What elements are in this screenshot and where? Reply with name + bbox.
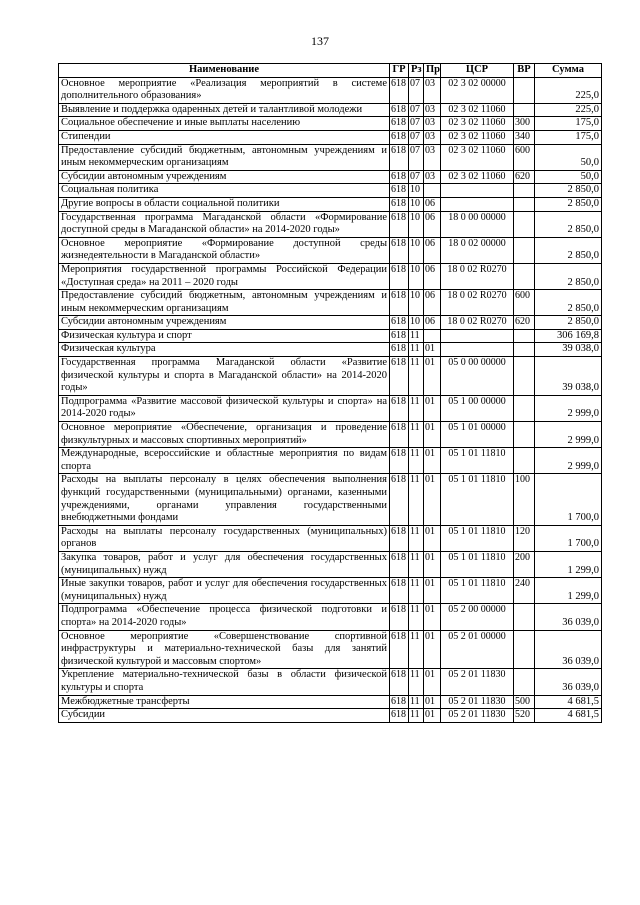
cell-gr: 618 [390, 197, 409, 211]
cell-vr [514, 604, 535, 630]
cell-csr: 05 1 01 11810 [441, 474, 514, 525]
cell-pr: 03 [424, 77, 441, 103]
table-row [59, 144, 602, 170]
cell-pr: 01 [424, 578, 441, 604]
table-row [59, 290, 602, 316]
table-row [59, 357, 602, 396]
cell-rz: 11 [409, 343, 424, 357]
cell-sum: 2 999,0 [535, 448, 602, 474]
cell-pr: 01 [424, 695, 441, 709]
cell-gr: 618 [390, 422, 409, 448]
cell-csr: 02 3 02 11060 [441, 130, 514, 144]
table-row [59, 211, 602, 237]
table-row [59, 130, 602, 144]
cell-gr: 618 [390, 448, 409, 474]
cell-rz: 11 [409, 695, 424, 709]
cell-gr: 618 [390, 77, 409, 103]
cell-pr: 01 [424, 669, 441, 695]
cell-name: Основное мероприятие «Обеспечение, организация и проведение физкультурных и массовых спортивных мероприятий» [59, 422, 390, 448]
cell-rz: 11 [409, 578, 424, 604]
cell-pr: 03 [424, 170, 441, 184]
cell-pr: 06 [424, 211, 441, 237]
cell-vr [514, 329, 535, 343]
table-row [59, 103, 602, 117]
cell-vr [514, 448, 535, 474]
cell-rz: 07 [409, 144, 424, 170]
cell-vr: 520 [514, 709, 535, 723]
table-row [59, 604, 602, 630]
cell-csr: 05 2 01 11830 [441, 669, 514, 695]
cell-sum: 39 038,0 [535, 343, 602, 357]
cell-gr: 618 [390, 117, 409, 131]
header-vr: ВР [514, 64, 535, 78]
cell-sum: 2 850,0 [535, 316, 602, 330]
cell-gr: 618 [390, 329, 409, 343]
cell-csr: 05 2 01 11830 [441, 695, 514, 709]
cell-vr [514, 103, 535, 117]
header-sum: Сумма [535, 64, 602, 78]
cell-gr: 618 [390, 395, 409, 421]
cell-gr: 618 [390, 709, 409, 723]
cell-vr [514, 263, 535, 289]
table-row [59, 343, 602, 357]
cell-rz: 11 [409, 525, 424, 551]
cell-name: Международные, всероссийские и областные мероприятия по видам спорта [59, 448, 390, 474]
cell-pr: 06 [424, 290, 441, 316]
cell-vr: 200 [514, 551, 535, 577]
cell-vr: 100 [514, 474, 535, 525]
cell-vr [514, 77, 535, 103]
cell-gr: 618 [390, 263, 409, 289]
table-row [59, 525, 602, 551]
cell-sum: 2 850,0 [535, 237, 602, 263]
cell-rz: 10 [409, 237, 424, 263]
cell-name: Укрепление материально-технической базы в области физической культуры и спорта [59, 669, 390, 695]
cell-gr: 618 [390, 130, 409, 144]
table-row [59, 184, 602, 198]
table-row [59, 170, 602, 184]
cell-name: Иные закупки товаров, работ и услуг для обеспечения государственных (муниципальных) нужд [59, 578, 390, 604]
table-row [59, 630, 602, 669]
cell-pr: 01 [424, 604, 441, 630]
cell-rz: 10 [409, 316, 424, 330]
cell-sum: 1 299,0 [535, 551, 602, 577]
cell-vr: 240 [514, 578, 535, 604]
cell-gr: 618 [390, 316, 409, 330]
cell-pr: 01 [424, 357, 441, 396]
cell-vr [514, 211, 535, 237]
cell-gr: 618 [390, 211, 409, 237]
cell-name: Расходы на выплаты персоналу государственных (муниципальных) органов [59, 525, 390, 551]
cell-gr: 618 [390, 578, 409, 604]
cell-name: Физическая культура [59, 343, 390, 357]
cell-rz: 11 [409, 474, 424, 525]
table-row [59, 197, 602, 211]
cell-sum: 39 038,0 [535, 357, 602, 396]
table-row [59, 395, 602, 421]
cell-csr: 05 2 00 00000 [441, 604, 514, 630]
table-row [59, 316, 602, 330]
cell-name: Другие вопросы в области социальной политики [59, 197, 390, 211]
cell-pr: 03 [424, 144, 441, 170]
cell-gr: 618 [390, 669, 409, 695]
table-row [59, 578, 602, 604]
cell-sum: 225,0 [535, 103, 602, 117]
table-row [59, 422, 602, 448]
cell-name: Межбюджетные трансферты [59, 695, 390, 709]
cell-vr [514, 422, 535, 448]
table-row [59, 709, 602, 723]
cell-gr: 618 [390, 170, 409, 184]
cell-csr: 05 1 01 11810 [441, 578, 514, 604]
table-row [59, 448, 602, 474]
cell-rz: 11 [409, 395, 424, 421]
cell-sum: 2 850,0 [535, 211, 602, 237]
cell-sum: 175,0 [535, 130, 602, 144]
cell-name: Основное мероприятие «Совершенствование спортивной инфраструктуры и материально-технической базы для занятий физической культурой и массовым спортом» [59, 630, 390, 669]
cell-sum: 36 039,0 [535, 630, 602, 669]
cell-csr: 05 1 01 11810 [441, 551, 514, 577]
cell-name: Основное мероприятие «Реализация мероприятий в системе дополнительного образования» [59, 77, 390, 103]
header-rz: Рз [409, 64, 424, 78]
cell-pr: 01 [424, 474, 441, 525]
header-gr: ГР [390, 64, 409, 78]
cell-name: Расходы на выплаты персоналу в целях обеспечения выполнения функций государственными (муниципальными) органами, казенными учреждениями, органами управления государственными внебюджетными фондами [59, 474, 390, 525]
cell-rz: 10 [409, 263, 424, 289]
cell-vr [514, 237, 535, 263]
table-row [59, 695, 602, 709]
cell-csr [441, 197, 514, 211]
cell-name: Государственная программа Магаданской области «Развитие физической культуры и спорта в Магаданской области» на 2014-2020 годы» [59, 357, 390, 396]
cell-vr [514, 395, 535, 421]
cell-gr: 618 [390, 695, 409, 709]
cell-vr [514, 669, 535, 695]
table-body [59, 77, 602, 722]
page-number: 137 [311, 34, 329, 48]
cell-vr: 600 [514, 290, 535, 316]
cell-gr: 618 [390, 630, 409, 669]
cell-csr: 18 0 00 00000 [441, 211, 514, 237]
cell-sum: 50,0 [535, 170, 602, 184]
cell-pr: 03 [424, 130, 441, 144]
cell-csr: 02 3 02 11060 [441, 170, 514, 184]
table-row [59, 117, 602, 131]
cell-rz: 11 [409, 422, 424, 448]
cell-sum: 2 999,0 [535, 422, 602, 448]
cell-vr: 620 [514, 316, 535, 330]
cell-name: Стипендии [59, 130, 390, 144]
cell-name: Государственная программа Магаданской области «Формирование доступной среды в Магаданской области» на 2014-2020 годы» [59, 211, 390, 237]
cell-vr [514, 343, 535, 357]
cell-csr: 05 1 01 11810 [441, 448, 514, 474]
cell-rz: 11 [409, 630, 424, 669]
cell-pr: 01 [424, 709, 441, 723]
cell-sum: 225,0 [535, 77, 602, 103]
cell-sum: 50,0 [535, 144, 602, 170]
cell-vr [514, 197, 535, 211]
cell-pr [424, 329, 441, 343]
cell-vr: 600 [514, 144, 535, 170]
cell-rz: 11 [409, 551, 424, 577]
table-row [59, 551, 602, 577]
cell-name: Предоставление субсидий бюджетным, автономным учреждениям и иным некоммерческим организациям [59, 290, 390, 316]
cell-csr [441, 343, 514, 357]
cell-sum: 175,0 [535, 117, 602, 131]
cell-rz: 07 [409, 117, 424, 131]
table-row [59, 474, 602, 525]
cell-sum: 4 681,5 [535, 695, 602, 709]
cell-name: Социальное обеспечение и иные выплаты населению [59, 117, 390, 131]
cell-csr: 05 2 01 11830 [441, 709, 514, 723]
cell-name: Субсидии автономным учреждениям [59, 170, 390, 184]
cell-gr: 618 [390, 290, 409, 316]
cell-sum: 1 700,0 [535, 474, 602, 525]
cell-sum: 36 039,0 [535, 669, 602, 695]
cell-sum: 36 039,0 [535, 604, 602, 630]
cell-name: Социальная политика [59, 184, 390, 198]
cell-rz: 11 [409, 448, 424, 474]
cell-sum: 2 850,0 [535, 290, 602, 316]
cell-csr [441, 329, 514, 343]
cell-pr: 03 [424, 103, 441, 117]
table-row [59, 329, 602, 343]
cell-rz: 10 [409, 184, 424, 198]
cell-name: Субсидии [59, 709, 390, 723]
cell-sum: 306 169,8 [535, 329, 602, 343]
cell-vr: 300 [514, 117, 535, 131]
cell-rz: 07 [409, 103, 424, 117]
cell-vr [514, 184, 535, 198]
cell-rz: 10 [409, 211, 424, 237]
cell-csr: 02 3 02 00000 [441, 77, 514, 103]
cell-name: Подпрограмма «Обеспечение процесса физической подготовки и спорта» на 2014-2020 годы» [59, 604, 390, 630]
cell-vr [514, 630, 535, 669]
cell-csr: 05 1 01 00000 [441, 422, 514, 448]
cell-pr: 01 [424, 343, 441, 357]
cell-name: Субсидии автономным учреждениям [59, 316, 390, 330]
cell-gr: 618 [390, 525, 409, 551]
cell-sum: 2 850,0 [535, 184, 602, 198]
cell-name: Основное мероприятие «Формирование доступной среды жизнедеятельности в Магаданской области» [59, 237, 390, 263]
cell-rz: 10 [409, 290, 424, 316]
table-row [59, 77, 602, 103]
cell-csr: 18 0 02 R0270 [441, 316, 514, 330]
cell-gr: 618 [390, 103, 409, 117]
cell-pr [424, 184, 441, 198]
cell-rz: 07 [409, 170, 424, 184]
cell-csr: 18 0 02 R0270 [441, 263, 514, 289]
cell-csr: 02 3 02 11060 [441, 103, 514, 117]
cell-vr: 340 [514, 130, 535, 144]
cell-pr: 01 [424, 525, 441, 551]
cell-rz: 07 [409, 77, 424, 103]
table-row [59, 263, 602, 289]
cell-csr: 18 0 02 00000 [441, 237, 514, 263]
cell-pr: 06 [424, 263, 441, 289]
cell-rz: 11 [409, 357, 424, 396]
cell-gr: 618 [390, 551, 409, 577]
cell-sum: 2 999,0 [535, 395, 602, 421]
cell-gr: 618 [390, 604, 409, 630]
cell-csr [441, 184, 514, 198]
cell-gr: 618 [390, 357, 409, 396]
cell-vr [514, 357, 535, 396]
cell-rz: 11 [409, 604, 424, 630]
cell-csr: 02 3 02 11060 [441, 117, 514, 131]
cell-pr: 01 [424, 395, 441, 421]
cell-rz: 10 [409, 197, 424, 211]
cell-gr: 618 [390, 184, 409, 198]
cell-vr: 120 [514, 525, 535, 551]
cell-pr: 06 [424, 237, 441, 263]
cell-gr: 618 [390, 144, 409, 170]
cell-name: Выявление и поддержка одаренных детей и талантливой молодежи [59, 103, 390, 117]
cell-name: Закупка товаров, работ и услуг для обеспечения государственных (муниципальных) нужд [59, 551, 390, 577]
cell-sum: 1 700,0 [535, 525, 602, 551]
cell-vr: 500 [514, 695, 535, 709]
cell-pr: 06 [424, 316, 441, 330]
cell-rz: 11 [409, 669, 424, 695]
cell-gr: 618 [390, 474, 409, 525]
cell-gr: 618 [390, 343, 409, 357]
cell-sum: 1 299,0 [535, 578, 602, 604]
cell-gr: 618 [390, 237, 409, 263]
header-pr: Пр [424, 64, 441, 78]
cell-rz: 11 [409, 709, 424, 723]
cell-pr: 01 [424, 448, 441, 474]
cell-pr: 01 [424, 630, 441, 669]
cell-sum: 2 850,0 [535, 197, 602, 211]
cell-csr: 02 3 02 11060 [441, 144, 514, 170]
cell-name: Мероприятия государственной программы Российской Федерации «Доступная среда» на 2011 – 2020 годы [59, 263, 390, 289]
cell-sum: 2 850,0 [535, 263, 602, 289]
cell-vr: 620 [514, 170, 535, 184]
cell-csr: 18 0 02 R0270 [441, 290, 514, 316]
table-row [59, 237, 602, 263]
cell-rz: 11 [409, 329, 424, 343]
cell-pr: 01 [424, 551, 441, 577]
cell-rz: 07 [409, 130, 424, 144]
cell-name: Физическая культура и спорт [59, 329, 390, 343]
header-name: Наименование [59, 64, 390, 78]
cell-pr: 01 [424, 422, 441, 448]
cell-name: Подпрограмма «Развитие массовой физической культуры и спорта» на 2014-2020 годы» [59, 395, 390, 421]
cell-pr: 03 [424, 117, 441, 131]
cell-csr: 05 1 00 00000 [441, 395, 514, 421]
header-csr: ЦСР [441, 64, 514, 78]
cell-pr: 06 [424, 197, 441, 211]
cell-csr: 05 1 01 11810 [441, 525, 514, 551]
budget-table [58, 63, 602, 723]
cell-csr: 05 2 01 00000 [441, 630, 514, 669]
table-row [59, 669, 602, 695]
table-header-row [59, 64, 602, 78]
cell-name: Предоставление субсидий бюджетным, автономным учреждениям и иным некоммерческим организациям [59, 144, 390, 170]
cell-sum: 4 681,5 [535, 709, 602, 723]
cell-csr: 05 0 00 00000 [441, 357, 514, 396]
